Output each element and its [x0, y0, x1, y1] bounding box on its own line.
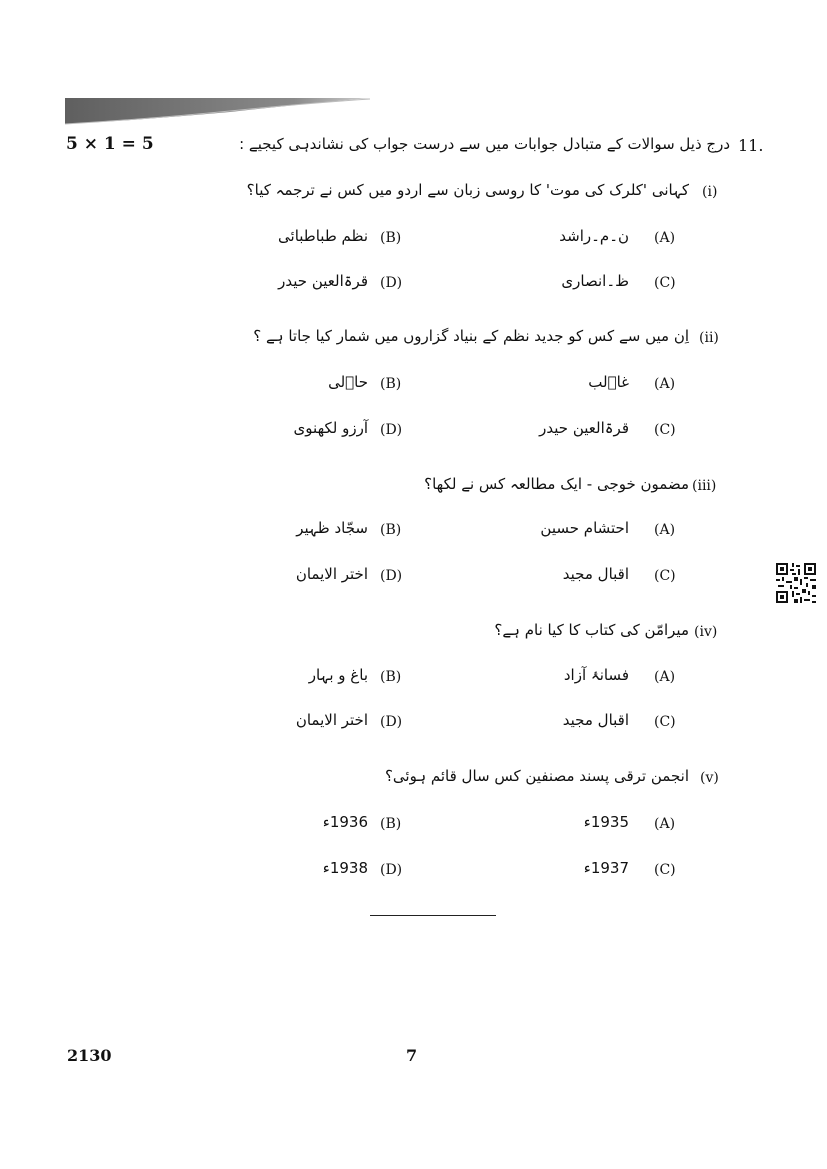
option-label: (A) [654, 816, 676, 832]
option-label: (D) [380, 862, 403, 878]
option-text: اختر الایمان [295, 565, 368, 583]
option-text: نظم طباطبائی [278, 227, 368, 245]
sub-question-text: انجمن ترقی پسند مصنفین کس سال قائم ہوئی؟ [384, 767, 689, 785]
option-text: 1937ء [583, 859, 629, 877]
option-text: 1935ء [583, 813, 629, 831]
option-text: 1938ء [322, 859, 368, 877]
option-label: (D) [380, 568, 403, 584]
option-text: اقبال مجید [562, 565, 629, 583]
option-text: غاؔلب [588, 373, 629, 391]
sub-question-label: (v) [700, 770, 719, 786]
option-label: (D) [380, 275, 403, 291]
option-text: قرۃالعین حیدر [278, 272, 368, 290]
option-text: احتشام حسین [540, 519, 629, 537]
option-label: (C) [654, 568, 676, 584]
sub-question-text: میرامّن کی کتاب کا کیا نام ہے؟ [494, 621, 689, 639]
qr-code-icon [776, 563, 816, 603]
option-label: (D) [380, 422, 403, 438]
header-band [0, 0, 827, 130]
option-label: (B) [380, 669, 402, 685]
option-text: آرزو لکھنوی [293, 419, 368, 437]
option-label: (C) [654, 862, 676, 878]
option-label: (C) [654, 714, 676, 730]
sub-question-text: مضمون خوجی - ایک مطالعہ کس نے لکھا؟ [424, 475, 689, 493]
option-text: حاؔلی [328, 373, 368, 391]
option-label: (C) [654, 422, 676, 438]
option-label: (B) [380, 376, 402, 392]
option-text: قرۃالعین حیدر [539, 419, 629, 437]
option-label: (A) [654, 376, 676, 392]
marks-label: 5 × 1 = 5 [66, 134, 154, 154]
end-of-question-rule [370, 915, 496, 916]
sub-question-label: (iii) [692, 478, 717, 494]
option-label: (A) [654, 522, 676, 538]
option-text: اختر الایمان [295, 711, 368, 729]
option-text: فسانۂ آزاد [563, 666, 629, 684]
sub-question-text: اِن میں سے کس کو جدید نظم کے بنیاد گزاروں میں شمار کیا جاتا ہے ؟ [253, 327, 689, 345]
option-label: (D) [380, 714, 403, 730]
option-label: (B) [380, 522, 402, 538]
question-number: 11. [738, 136, 764, 155]
option-text: ظ۔انصاری [561, 272, 629, 290]
option-label: (B) [380, 816, 402, 832]
option-text: اقبال مجید [562, 711, 629, 729]
paper-code: 2130 [67, 1046, 112, 1065]
option-label: (C) [654, 275, 676, 291]
sub-question-label: (iv) [694, 624, 718, 640]
sub-question-label: (ii) [699, 330, 719, 346]
sub-question-label: (i) [702, 184, 718, 200]
option-text: سجّاد ظہیر [296, 519, 368, 537]
sub-question-text: کہانی 'کلرک کی موت' کا روسی زبان سے اردو میں کس نے ترجمہ کیا؟ [246, 181, 689, 199]
option-text: 1936ء [322, 813, 368, 831]
option-label: (B) [380, 230, 402, 246]
option-text: ن۔م۔راشد [559, 227, 629, 245]
option-label: (A) [654, 230, 676, 246]
option-text: باغ و بہار [308, 666, 368, 684]
option-label: (A) [654, 669, 676, 685]
question-instruction: درج ذیل سوالات کے متبادل جوابات میں سے درست جواب کی نشاندہی کیجیے : [239, 135, 730, 153]
page-number: 7 [406, 1046, 418, 1065]
